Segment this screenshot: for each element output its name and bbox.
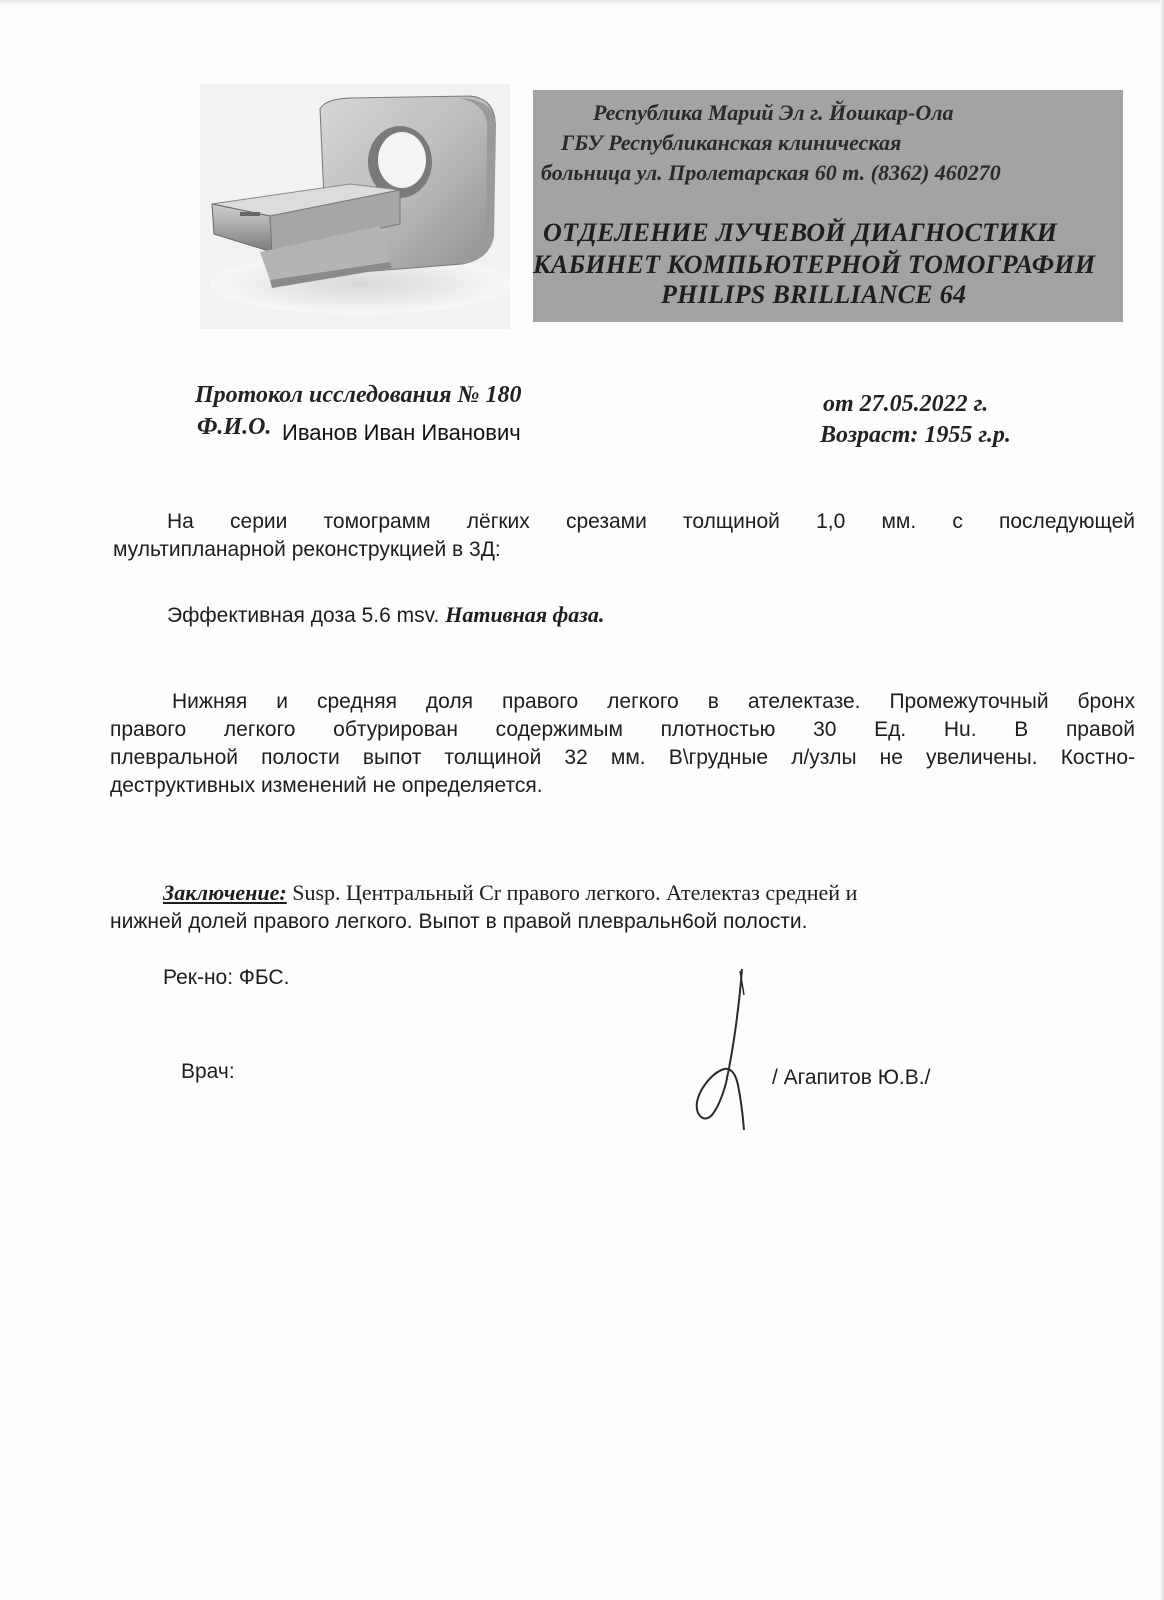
department-line-1: ОТДЕЛЕНИЕ ЛУЧЕВОЙ ДИАГНОСТИКИ	[543, 218, 1058, 247]
conclusion-label: Заключение:	[163, 880, 287, 905]
recommendation: Рек-но: ФБС.	[163, 966, 290, 989]
protocol-date: от 27.05.2022 г.	[823, 391, 989, 417]
department-line-2: КАБИНЕТ КОМПЬЮТЕРНОЙ ТОМОГРАФИИ	[533, 250, 1096, 279]
study-line-2: мультипланарной реконструкцией в 3Д:	[113, 538, 501, 561]
patient-name: Иванов Иван Иванович	[282, 420, 521, 445]
effective-dose: Эффективная доза 5.6 msv.	[167, 604, 440, 627]
scan-edge-top	[0, 0, 1164, 6]
doctor-name: / Агапитов Ю.В./	[772, 1066, 931, 1089]
ct-scanner-icon	[200, 84, 510, 329]
findings-line-2: правого легкого обтурирован содержимым плотностью 30 Ед. Hu. В правой	[110, 718, 1135, 741]
findings-line-1: Нижняя и средняя доля правого легкого в ателектазе. Промежуточный бронх	[172, 690, 1135, 713]
handwritten-signature-icon	[690, 965, 760, 1135]
protocol-title: Протокол исследования № 180	[195, 382, 522, 408]
study-line-1: На серии томограмм лёгких срезами толщиной 1,0 мм. с последующей	[167, 510, 1135, 533]
conclusion-text-1: Susp. Центральный Cr правого легкого. Ателектаз средней и	[286, 880, 858, 905]
institution-header-box	[533, 90, 1123, 322]
findings-line-4: деструктивных изменений не определяется.	[110, 774, 543, 797]
address-line-1: Республика Марий Эл г. Йошкар-Ола	[593, 100, 954, 125]
doctor-label: Врач:	[181, 1060, 235, 1083]
patient-age: Возраст: 1955 г.р.	[820, 422, 1011, 448]
findings-line-3: плевральной полости выпот толщиной 32 мм. В\грудные л/узлы не увеличены. Костно-	[110, 746, 1135, 769]
department-line-3: PHILIPS BRILLIANCE 64	[661, 280, 967, 309]
scan-edge-right	[1160, 0, 1164, 1600]
conclusion-line-2: нижней долей правого легкого. Выпот в правой плевральн6ой полости.	[110, 910, 808, 933]
conclusion-line-1	[163, 880, 857, 906]
address-line-2: ГБУ Республиканская клиническая	[561, 130, 902, 155]
fio-label: Ф.И.О.	[197, 414, 272, 440]
address-line-3: больница ул. Пролетарская 60 т. (8362) 460270	[541, 160, 1001, 185]
dose-line	[167, 602, 604, 628]
phase-label: Нативная фаза.	[445, 602, 605, 627]
